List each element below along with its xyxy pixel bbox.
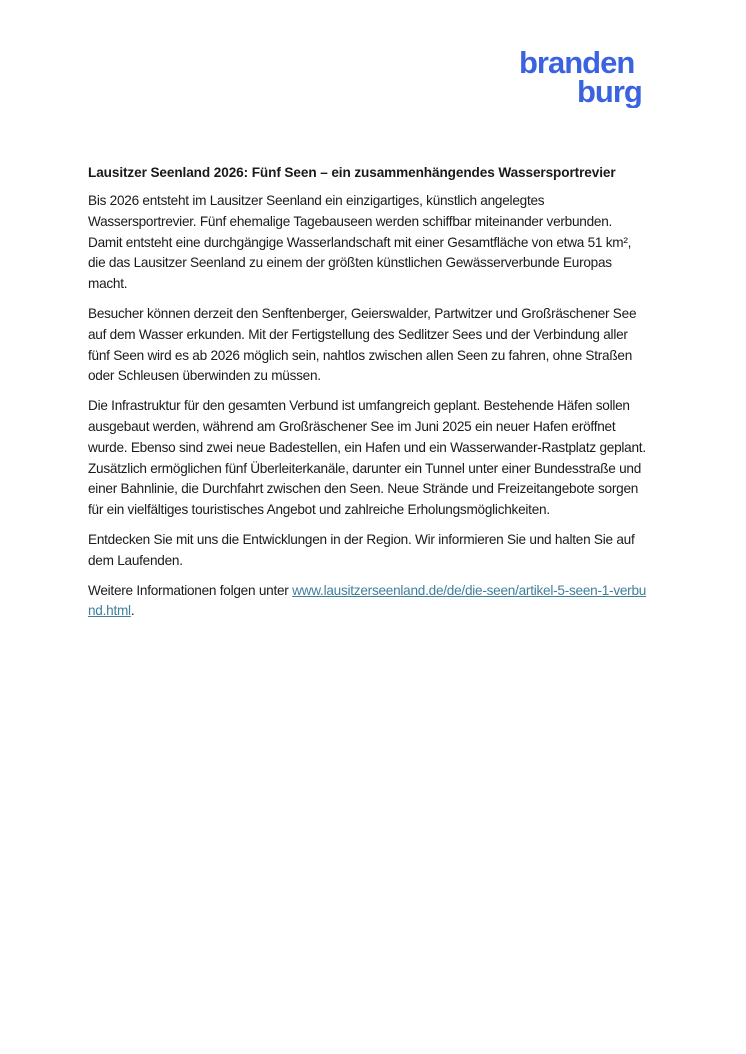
brandenburg-logo <box>519 44 661 108</box>
paragraph-1: Bis 2026 entsteht im Lausitzer Seenland ein einzigartiges, künstlich angelegtes Wassersportrevier. Fünf ehemalige Tagebauseen werden schiffbar miteinander verbunden. Damit entsteht eine durchgängige Wasserlandschaft mit einer Gesamtfläche von etwa 51 km², die das Lausitzer Seenland zu einem der größten künstlichen Gewässerverbunde Europas macht. <box>88 193 632 292</box>
more-info-link[interactable]: www.lausitzerseenland.de/de/die-seen/artikel-5-seen-1-verbund.html <box>88 582 647 619</box>
logo-line-2: burg <box>577 74 642 108</box>
paragraph-3: Die Infrastruktur für den gesamten Verbund ist umfangreich geplant. Bestehende Häfen sollen ausgebaut werden, während am Großräschener See im Juni 2025 ein neuer Hafen eröffnet wurde. Ebenso sind zwei neue Badestellen, ein Hafen und ein Wasserwander-Rastplatz geplant. Zusätzlich ermöglichen fünf Überleiterkanäle, darunter ein Tunnel unter einer Bundesstraße und einer Bahnlinie, die Durchfahrt zwischen den Seen. Neue Strände und Freizeitangebote sorgen für ein vielfältiges touristisches Angebot und zahlreiche Erholungsmöglichkeiten. <box>88 398 646 518</box>
more-info-paragraph <box>88 581 648 623</box>
more-info-suffix: . <box>130 603 135 619</box>
paragraph-2: Besucher können derzeit den Senftenberger, Geierswalder, Partwitzer und Großräschener See auf dem Wasser erkunden. Mit der Fertigstellung des Sedlitzer Sees und der Verbindung aller fünf Seen wird es ab 2026 möglich sein, nahtlos zwischen allen Seen zu fahren, ohne Straßen oder Schleusen überwinden zu müssen. <box>88 305 637 384</box>
logo-line-1: branden <box>519 45 635 80</box>
more-info-prefix: Weitere Informationen folgen unter <box>88 582 293 598</box>
article <box>88 163 648 631</box>
article-title: Lausitzer Seenland 2026: Fünf Seen – ein zusammenhängendes Wassersportrevier <box>88 165 616 180</box>
paragraph-4: Entdecken Sie mit uns die Entwicklungen in der Region. Wir informieren Sie und halten Sie auf dem Laufenden. <box>88 531 635 568</box>
brandenburg-logo-graphic <box>519 44 661 108</box>
